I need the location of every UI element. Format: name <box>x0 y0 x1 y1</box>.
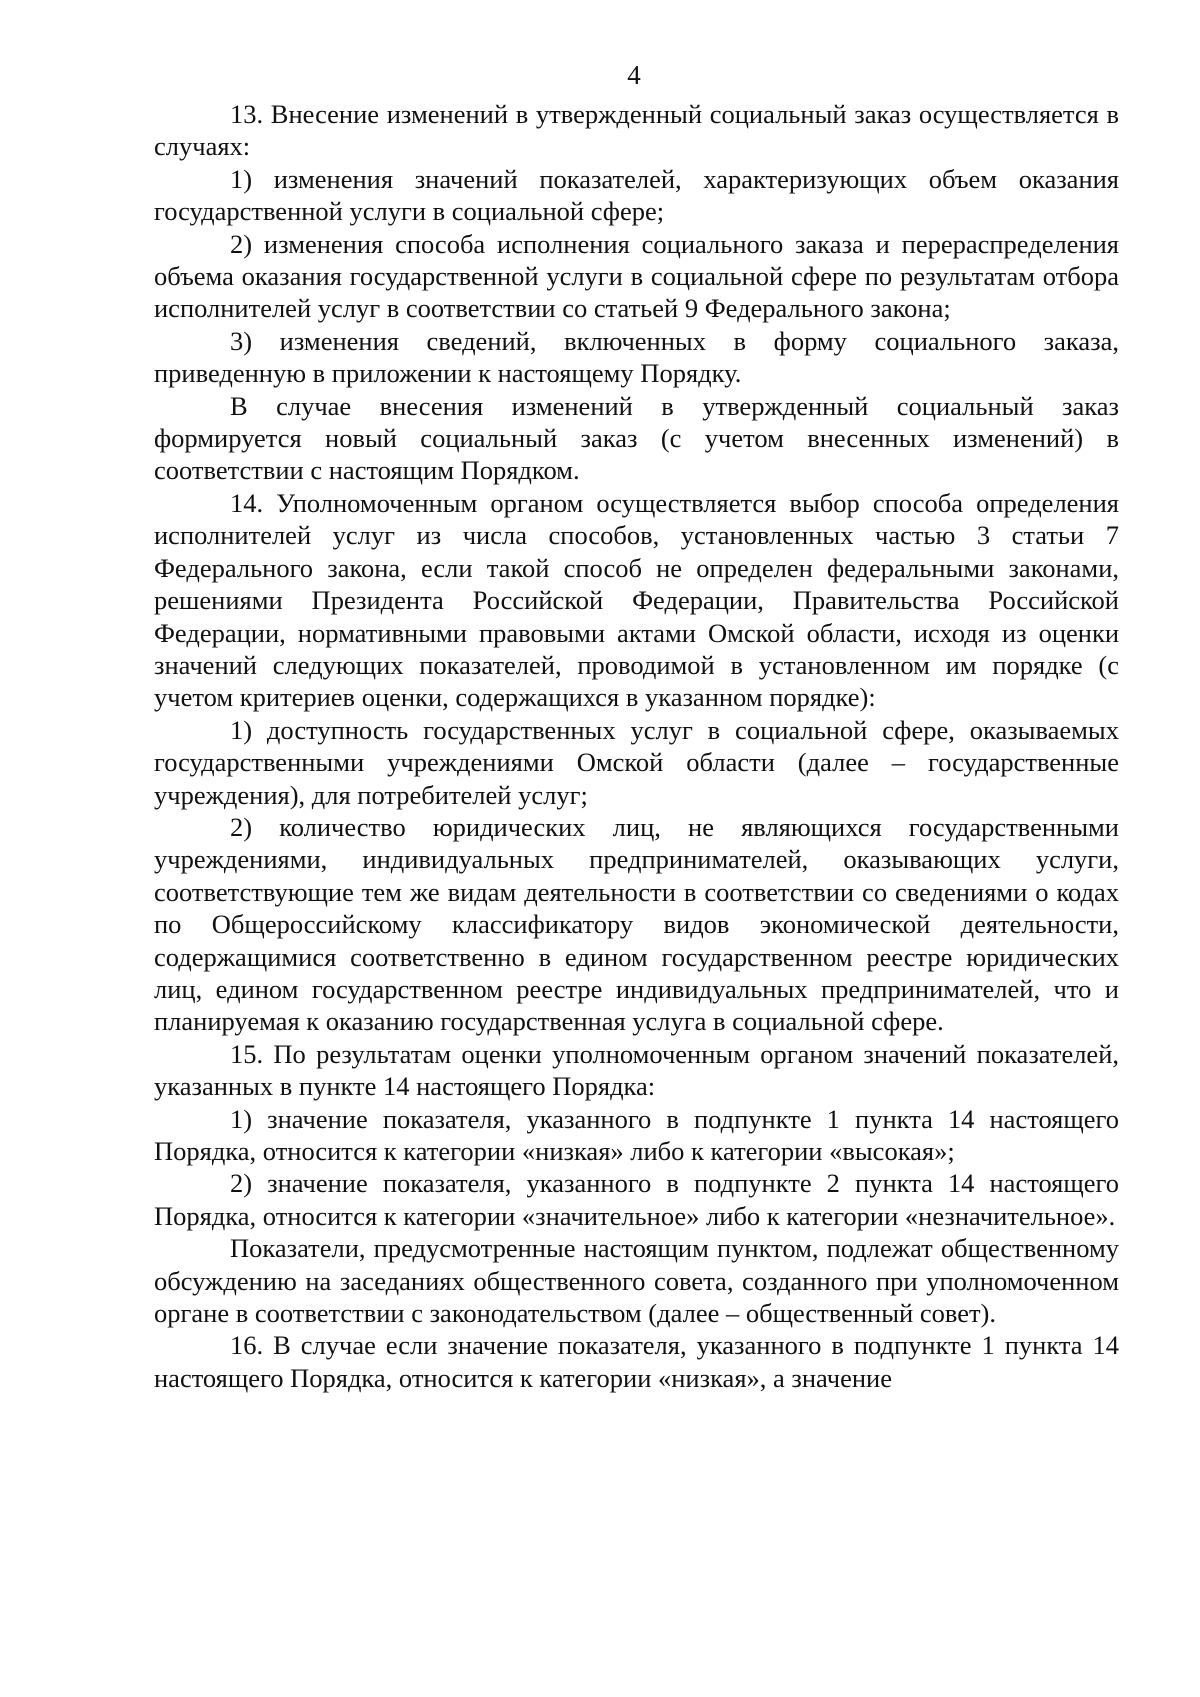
paragraph-13-item-3: 3) изменения сведений, включенных в форму социального заказа, приведенную в приложении к настоящему Порядку. <box>154 325 1119 389</box>
paragraph-13: 13. Внесение изменений в утвержденный социальный заказ осуществляется в случаях: <box>154 99 1119 162</box>
paragraph-15-item-1: 1) значение показателя, указанного в подпункте 1 пункта 14 настоящего Порядка, относится к категории «низкая» либо к категории «высокая»; <box>154 1103 1119 1166</box>
paragraph-15: 15. По результатам оценки уполномоченным органом значений показателей, указанных в пункте 14 настоящего Порядка: <box>154 1038 1119 1102</box>
paragraph-13-item-1: 1) изменения значений показателей, характеризующих объем оказания государственной услуги в социальной сфере; <box>154 163 1119 227</box>
paragraph-13-item-2: 2) изменения способа исполнения социального заказа и перераспределения объема оказания государственной услуги в социальной сфере по результатам отбора исполнителей услуг в соответствии со статьей 9 Федерального закона; <box>154 228 1119 324</box>
document-body <box>154 98 1119 1394</box>
paragraph-14-item-1: 1) доступность государственных услуг в социальной сфере, оказываемых государственными учреждениями Омской области (далее – государственные учреждения), для потребителей услуг; <box>154 714 1119 810</box>
page-number: 4 <box>627 60 641 90</box>
paragraph-14-item-2: 2) количество юридических лиц, не являющихся государственными учреждениями, индивидуальных предпринимателей, оказывающих услуги, соответствующие тем же видам деятельности в соответствии со сведениями о кодах по Общероссийскому классификатору видов экономической деятельности, содержащимися соответственно в едином государственном реестре юридических лиц, едином государственном реестре индивидуальных предпринимателей, что и планируемая к оказанию государственная услуга в социальной сфере. <box>154 811 1119 1037</box>
paragraph-15-item-2: 2) значение показателя, указанного в подпункте 2 пункта 14 настоящего Порядка, относится к категории «значительное» либо к категории «незначительное». <box>154 1168 1119 1231</box>
paragraph-13-note: В случае внесения изменений в утвержденный социальный заказ формируется новый социальный заказ (с учетом внесенных изменений) в соответствии с настоящим Порядком. <box>154 390 1119 486</box>
paragraph-15-note: Показатели, предусмотренные настоящим пунктом, подлежат общественному обсуждению на заседаниях общественного совета, созданного при уполномоченном органе в соответствии с законодательством (далее – общественный совет). <box>154 1233 1119 1329</box>
paragraph-14: 14. Уполномоченным органом осуществляется выбор способа определения исполнителей услуг из числа способов, установленных частью 3 статьи 7 Федерального закона, если такой способ не определен федеральными законами, решениями Президента Российской Федерации, Правительства Российской Федерации, нормативными правовыми актами Омской области, исходя из оценки значений следующих показателей, проводимой в установленном им порядке (с учетом критериев оценки, содержащихся в указанном порядке): <box>154 487 1119 713</box>
paragraph-16: 16. В случае если значение показателя, указанного в подпункте 1 пункта 14 настоящего Порядка, относится к категории «низкая», а значение <box>154 1330 1119 1393</box>
